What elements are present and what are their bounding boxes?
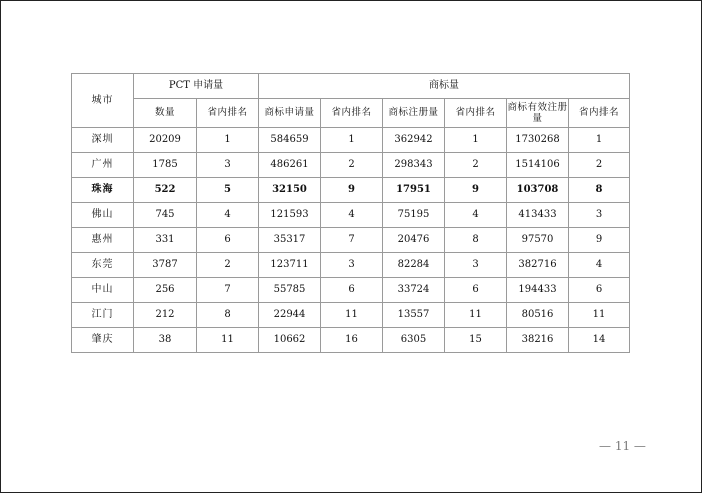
value-cell: 1 bbox=[197, 128, 259, 153]
value-cell: 22944 bbox=[259, 303, 321, 328]
subheader-tm-valid-registrations: 商标有效注册量 bbox=[507, 99, 569, 128]
header-row-1 bbox=[72, 74, 630, 99]
city-cell: 惠州 bbox=[72, 228, 134, 253]
value-cell: 2 bbox=[321, 153, 383, 178]
value-cell: 1 bbox=[321, 128, 383, 153]
subheader-tm-registrations: 商标注册量 bbox=[383, 99, 445, 128]
subheader-tm-applications-rank: 省内排名 bbox=[321, 99, 383, 128]
value-cell: 5 bbox=[197, 178, 259, 203]
city-cell: 东莞 bbox=[72, 253, 134, 278]
table-row bbox=[72, 253, 630, 278]
value-cell: 123711 bbox=[259, 253, 321, 278]
value-cell: 4 bbox=[569, 253, 630, 278]
value-cell: 15 bbox=[445, 328, 507, 353]
value-cell: 1 bbox=[569, 128, 630, 153]
value-cell: 745 bbox=[134, 203, 197, 228]
value-cell: 11 bbox=[197, 328, 259, 353]
value-cell: 522 bbox=[134, 178, 197, 203]
city-cell: 佛山 bbox=[72, 203, 134, 228]
table-row bbox=[72, 128, 630, 153]
value-cell: 4 bbox=[445, 203, 507, 228]
value-cell: 32150 bbox=[259, 178, 321, 203]
value-cell: 486261 bbox=[259, 153, 321, 178]
value-cell: 13557 bbox=[383, 303, 445, 328]
subheader-tm-valid-registrations-rank: 省内排名 bbox=[569, 99, 630, 128]
value-cell: 1785 bbox=[134, 153, 197, 178]
value-cell: 80516 bbox=[507, 303, 569, 328]
value-cell: 7 bbox=[321, 228, 383, 253]
table-row bbox=[72, 228, 630, 253]
value-cell: 331 bbox=[134, 228, 197, 253]
value-cell: 11 bbox=[321, 303, 383, 328]
page-number: — 11 — bbox=[599, 439, 646, 453]
value-cell: 38 bbox=[134, 328, 197, 353]
value-cell: 1514106 bbox=[507, 153, 569, 178]
value-cell: 82284 bbox=[383, 253, 445, 278]
value-cell: 14 bbox=[569, 328, 630, 353]
value-cell: 8 bbox=[569, 178, 630, 203]
value-cell: 6 bbox=[321, 278, 383, 303]
value-cell: 11 bbox=[445, 303, 507, 328]
value-cell: 4 bbox=[197, 203, 259, 228]
city-cell: 广州 bbox=[72, 153, 134, 178]
value-cell: 33724 bbox=[383, 278, 445, 303]
value-cell: 16 bbox=[321, 328, 383, 353]
header-row-2 bbox=[72, 99, 630, 128]
value-cell: 20209 bbox=[134, 128, 197, 153]
value-cell: 194433 bbox=[507, 278, 569, 303]
value-cell: 2 bbox=[197, 253, 259, 278]
city-header: 城市 bbox=[72, 74, 134, 128]
value-cell: 97570 bbox=[507, 228, 569, 253]
value-cell: 1 bbox=[445, 128, 507, 153]
value-cell: 38216 bbox=[507, 328, 569, 353]
value-cell: 382716 bbox=[507, 253, 569, 278]
city-cell: 中山 bbox=[72, 278, 134, 303]
city-cell: 深圳 bbox=[72, 128, 134, 153]
data-table bbox=[71, 73, 630, 353]
table-body bbox=[72, 128, 630, 353]
value-cell: 1730268 bbox=[507, 128, 569, 153]
city-cell: 肇庆 bbox=[72, 328, 134, 353]
table-row bbox=[72, 328, 630, 353]
value-cell: 17951 bbox=[383, 178, 445, 203]
city-cell: 珠海 bbox=[72, 178, 134, 203]
value-cell: 2 bbox=[569, 153, 630, 178]
value-cell: 256 bbox=[134, 278, 197, 303]
subheader-tm-registrations-rank: 省内排名 bbox=[445, 99, 507, 128]
table-row bbox=[72, 178, 630, 203]
city-cell: 江门 bbox=[72, 303, 134, 328]
value-cell: 413433 bbox=[507, 203, 569, 228]
value-cell: 35317 bbox=[259, 228, 321, 253]
value-cell: 6 bbox=[445, 278, 507, 303]
value-cell: 6 bbox=[197, 228, 259, 253]
table-row bbox=[72, 153, 630, 178]
table-row bbox=[72, 278, 630, 303]
value-cell: 3 bbox=[197, 153, 259, 178]
trademark-group-header: 商标量 bbox=[259, 74, 630, 99]
subheader-pct-rank: 省内排名 bbox=[197, 99, 259, 128]
value-cell: 11 bbox=[569, 303, 630, 328]
subheader-pct-count: 数量 bbox=[134, 99, 197, 128]
value-cell: 6 bbox=[569, 278, 630, 303]
value-cell: 55785 bbox=[259, 278, 321, 303]
value-cell: 8 bbox=[445, 228, 507, 253]
value-cell: 3 bbox=[445, 253, 507, 278]
value-cell: 7 bbox=[197, 278, 259, 303]
value-cell: 3 bbox=[321, 253, 383, 278]
value-cell: 75195 bbox=[383, 203, 445, 228]
value-cell: 4 bbox=[321, 203, 383, 228]
value-cell: 6305 bbox=[383, 328, 445, 353]
value-cell: 3 bbox=[569, 203, 630, 228]
value-cell: 9 bbox=[321, 178, 383, 203]
value-cell: 9 bbox=[445, 178, 507, 203]
value-cell: 9 bbox=[569, 228, 630, 253]
value-cell: 121593 bbox=[259, 203, 321, 228]
value-cell: 3787 bbox=[134, 253, 197, 278]
pct-group-header: PCT 申请量 bbox=[134, 74, 259, 99]
value-cell: 2 bbox=[445, 153, 507, 178]
value-cell: 584659 bbox=[259, 128, 321, 153]
value-cell: 212 bbox=[134, 303, 197, 328]
value-cell: 103708 bbox=[507, 178, 569, 203]
table-row bbox=[72, 303, 630, 328]
value-cell: 10662 bbox=[259, 328, 321, 353]
value-cell: 298343 bbox=[383, 153, 445, 178]
table-row bbox=[72, 203, 630, 228]
value-cell: 362942 bbox=[383, 128, 445, 153]
value-cell: 20476 bbox=[383, 228, 445, 253]
value-cell: 8 bbox=[197, 303, 259, 328]
subheader-tm-applications: 商标申请量 bbox=[259, 99, 321, 128]
data-table-container bbox=[71, 73, 630, 353]
